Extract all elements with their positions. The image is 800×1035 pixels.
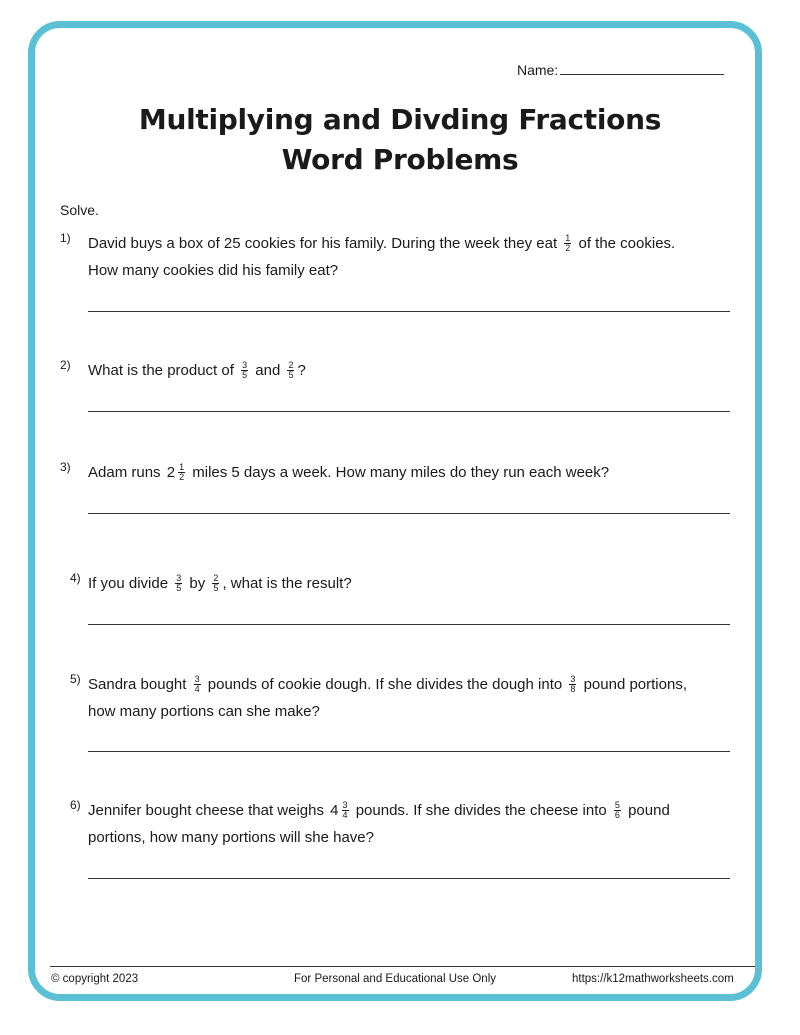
problem-text-part: , what is the result? — [222, 575, 352, 592]
problem-text — [88, 797, 708, 851]
problem-text-part: What is the product of — [88, 362, 234, 379]
title-line-2: Word Problems — [281, 143, 519, 176]
problem-number: 2) — [60, 358, 71, 372]
problem-text — [88, 459, 708, 486]
problem-text-part: pounds. If she divides the cheese into — [355, 802, 607, 819]
name-label: Name: — [517, 62, 559, 78]
fraction-denominator: 8 — [570, 683, 576, 694]
fraction-denominator: 2 — [179, 471, 185, 482]
fraction-numerator: 3 — [194, 673, 200, 684]
fraction — [614, 801, 621, 820]
problem-text-part: Adam runs — [88, 464, 161, 481]
footer-usage-note: For Personal and Educational Use Only — [294, 973, 496, 985]
problem-number: 6) — [70, 798, 81, 812]
fraction-denominator: 6 — [614, 809, 620, 820]
problem-text-part: and — [255, 362, 281, 379]
fraction-denominator: 4 — [194, 683, 200, 694]
instructions: Solve. — [60, 202, 99, 218]
problem-text — [88, 357, 708, 384]
problem-text — [88, 570, 708, 597]
fraction — [569, 675, 576, 694]
problem-text-part: ? — [297, 362, 306, 379]
problem-text-part: of the cookies. How many cookies did his family eat? — [88, 235, 676, 279]
problem-text-part: pound portions, how many portions will she have? — [88, 802, 670, 846]
problem-number: 4) — [70, 571, 81, 585]
fraction-numerator: 3 — [176, 572, 182, 583]
fraction-denominator: 5 — [288, 369, 294, 380]
name-blank-line[interactable] — [560, 61, 724, 75]
problem-text — [88, 671, 708, 725]
fraction-numerator: 3 — [570, 673, 576, 684]
footer-divider — [50, 966, 755, 967]
problem-text-part: If you divide — [88, 575, 169, 592]
fraction-numerator: 3 — [242, 359, 248, 370]
fraction — [241, 361, 248, 380]
answer-line-3[interactable] — [88, 513, 730, 514]
worksheet-title — [0, 100, 800, 180]
name-field[interactable] — [517, 61, 724, 78]
answer-line-1[interactable] — [88, 311, 730, 312]
problem-text-part: pound portions, how many portions can she make? — [88, 676, 687, 720]
fraction-denominator: 5 — [242, 369, 248, 380]
problem-text-part: miles 5 days a week. How many miles do they run each week? — [192, 464, 610, 481]
fraction — [212, 574, 219, 593]
problem-number: 1) — [60, 231, 71, 245]
fraction — [342, 801, 349, 820]
title-line-1: Multiplying and Divding Fractions — [138, 103, 662, 136]
problem-text-part: Sandra bought — [88, 676, 187, 693]
problem-text-part: pounds of cookie dough. If she divides the dough into — [207, 676, 563, 693]
fraction-numerator: 1 — [565, 232, 571, 243]
mixed-number-whole: 4 — [330, 802, 339, 819]
footer-url: https://k12mathworksheets.com — [572, 973, 734, 985]
fraction — [287, 361, 294, 380]
fraction — [178, 463, 185, 482]
answer-line-5[interactable] — [88, 751, 730, 752]
fraction — [564, 234, 571, 253]
problem-number: 5) — [70, 672, 81, 686]
mixed-number-whole: 2 — [166, 464, 176, 481]
fraction-numerator: 2 — [288, 359, 294, 370]
fraction-numerator: 3 — [342, 799, 348, 810]
fraction-numerator: 5 — [614, 799, 620, 810]
fraction — [175, 574, 182, 593]
fraction-numerator: 1 — [179, 461, 185, 472]
fraction — [194, 675, 201, 694]
problem-text — [88, 230, 708, 284]
fraction-denominator: 5 — [176, 582, 182, 593]
problem-number: 3) — [60, 460, 71, 474]
problem-text-part: David buys a box of 25 cookies for his family. During the week they eat — [88, 235, 558, 252]
problem-text-part: Jennifer bought cheese that weighs — [88, 802, 324, 819]
fraction-numerator: 2 — [213, 572, 219, 583]
answer-line-4[interactable] — [88, 624, 730, 625]
footer-copyright: © copyright 2023 — [51, 973, 139, 985]
answer-line-2[interactable] — [88, 411, 730, 412]
answer-line-6[interactable] — [88, 878, 730, 879]
fraction-denominator: 2 — [565, 242, 571, 253]
problem-text-part: by — [189, 575, 206, 592]
fraction-denominator: 5 — [213, 582, 219, 593]
fraction-denominator: 4 — [342, 809, 348, 820]
